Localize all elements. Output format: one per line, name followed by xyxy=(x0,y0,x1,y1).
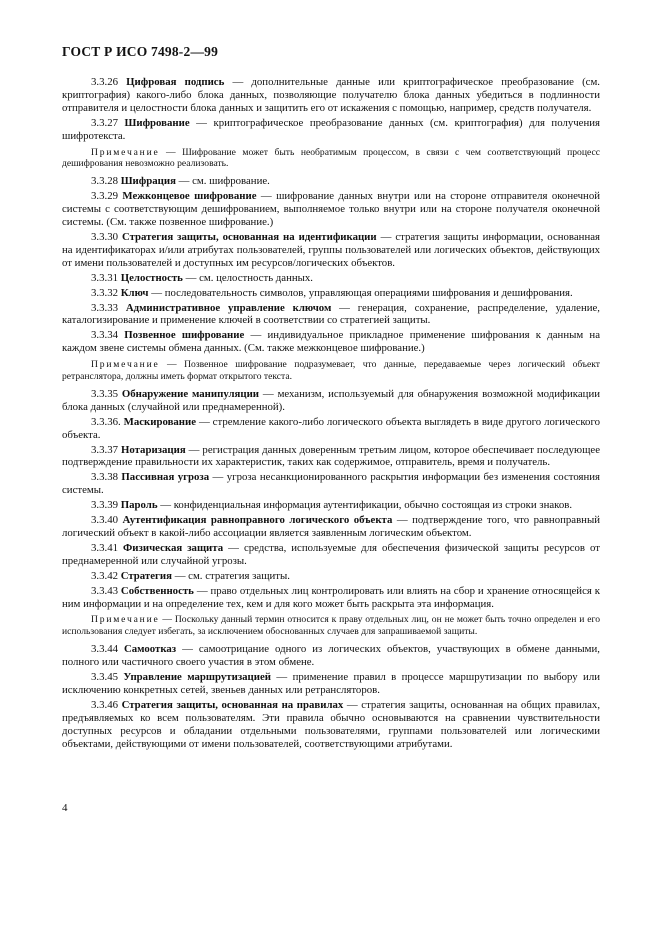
entry-number: 3.3.39 xyxy=(91,499,118,512)
entry-number: 3.3.36. xyxy=(91,415,121,428)
entry-number: 3.3.43 xyxy=(91,584,118,597)
document-body xyxy=(62,76,600,753)
entry-term: Аутентификация равноправного логического объекта xyxy=(122,514,393,527)
entry-definition: — см. целостность данных. xyxy=(185,271,314,284)
entry-term: Пароль xyxy=(120,499,158,512)
note xyxy=(62,147,600,170)
entry-definition: — см. стратегия защиты. xyxy=(174,569,290,582)
entry-term: Шифрация xyxy=(120,175,176,188)
entry-term: Ключ xyxy=(120,286,149,299)
entry-number: 3.3.44 xyxy=(91,643,118,656)
definition-entry xyxy=(62,117,600,143)
definition-entry xyxy=(62,231,600,270)
entry-definition: — механизм, используемый для обнаружения возможной модификации блока данных (случайной или преднамеренной). xyxy=(62,387,601,413)
definition-entry xyxy=(62,190,600,229)
definition-entry xyxy=(62,329,600,355)
entry-term: Шифрование xyxy=(124,116,190,129)
entry-definition: — криптографическое преобразование данных (см. криптография) для получения шифротекста. xyxy=(62,116,600,142)
definition-entry xyxy=(62,585,600,611)
entry-number: 3.3.35 xyxy=(91,387,118,400)
entry-definition: — стратегия защиты информации, основанная на идентификаторах и/или атрибутах пользователей, группы пользователей или логических объектов, действующих от имени пользователей и доступных им ресурсов/логических объектов. xyxy=(62,230,600,269)
definition-entry xyxy=(62,699,600,751)
definition-entry xyxy=(62,287,600,300)
page-header: ГОСТ Р ИСО 7498-2—99 xyxy=(62,44,219,59)
entry-term: Маскирование xyxy=(123,415,197,428)
entry-definition: — угроза несанкционированного раскрытия информации без изменения состояния системы. xyxy=(62,471,601,497)
definition-entry xyxy=(62,514,600,540)
note-text: — Поскольку данный термин относится к праву отдельных лиц, он не может быть точно определен и его использования следует избегать, за исключением обоснованных случаев для запрашиваемой защиты. xyxy=(62,614,600,637)
entry-definition: — дополнительные данные или криптографическое преобразование (см. криптография) какого-либо блока данных, позволяющие получателю блока данных убедиться в подлинности отправителя и целостности блока данных и защитить его от искажения с помощью, например, средств получателя. xyxy=(62,76,601,114)
entry-number: 3.3.32 xyxy=(91,286,118,299)
definition-entry xyxy=(62,76,600,115)
note xyxy=(62,359,600,382)
definition-entry xyxy=(62,388,600,414)
entry-number: 3.3.46 xyxy=(91,698,118,711)
entry-term: Самоотказ xyxy=(123,643,177,656)
note-text: — Позвенное шифрование подразумевает, что данные, передаваемые через логический объект ретранслятора, должны иметь формат открытого текста. xyxy=(62,359,600,382)
entry-term: Управление маршрутизацией xyxy=(123,671,272,684)
entry-definition: — шифрование данных внутри или на стороне отправителя оконечной системы с соответствующим дешифрованием, выполняемое только внутри или на стороне получателя оконечной системы. (См. также позвенное шифрование.) xyxy=(62,190,600,229)
definition-entry xyxy=(62,671,600,697)
entry-term: Стратегия защиты, основанная на правилах xyxy=(121,698,344,711)
entry-number: 3.3.45 xyxy=(91,671,118,684)
entry-number: 3.3.27 xyxy=(91,116,118,129)
entry-definition: — регистрация данных доверенным третьим лицом, которое обеспечивает последующее подтверждение правильности их характеристик, таких как содержимое, отправитель, время и получатель. xyxy=(62,443,601,469)
note xyxy=(62,614,600,637)
entry-number: 3.3.37 xyxy=(91,443,118,456)
entry-definition: — стремление какого-либо логического объекта выглядеть в виде другого логического объекта. xyxy=(62,415,601,441)
entry-definition: — стратегия защиты, основанная на общих правилах, предъявляемых ко всем пользователям. Эти правила обычно основываются на сравнении чувствительности доступных ресурсов и обладании отдельными пользователями, группами пользователей или логическими объектами, действующими от имени пользователей, соответствующими атрибутами. xyxy=(62,698,601,750)
entry-number: 3.3.33 xyxy=(91,301,118,314)
entry-term: Физическая защита xyxy=(123,541,224,554)
entry-term: Стратегия защиты, основанная на идентификации xyxy=(121,230,377,243)
entry-number: 3.3.38 xyxy=(91,471,118,484)
entry-number: 3.3.42 xyxy=(91,569,118,582)
entry-number: 3.3.30 xyxy=(91,230,118,243)
entry-definition: — самоотрицание одного из логических объектов, участвующих в обмене данными, полного или частичного своего участия в этом обмене. xyxy=(62,643,600,669)
entry-definition: — конфиденциальная информация аутентификации, обычно состоящая из строки знаков. xyxy=(160,499,573,512)
entry-term: Собственность xyxy=(120,584,194,597)
entry-number: 3.3.40 xyxy=(91,514,118,527)
entry-definition: — индивидуальное прикладное применение шифрования к данным на каждом звене системы обмена данных. (См. также межконцевое шифрование.) xyxy=(62,329,600,355)
definition-entry xyxy=(62,416,600,442)
note-text: — Шифрование может быть необратимым процессом, в связи с чем соответствующий процесс дешифрования невозможно реализовать. xyxy=(62,146,600,169)
entry-term: Межконцевое шифрование xyxy=(122,190,257,203)
definition-entry xyxy=(62,444,600,470)
entry-definition: — средства, используемые для обеспечения физической защиты ресурсов от преднамеренной или случайной угрозы. xyxy=(62,541,601,567)
entry-term: Нотаризация xyxy=(120,443,186,456)
note-label: Примечание xyxy=(91,146,160,158)
entry-term: Стратегия xyxy=(120,569,172,582)
entry-term: Административное управление ключом xyxy=(125,301,332,314)
entry-number: 3.3.26 xyxy=(91,76,118,88)
note-label: Примечание xyxy=(91,614,160,626)
definition-entry xyxy=(62,643,600,669)
entry-number: 3.3.34 xyxy=(91,329,118,342)
entry-definition: — применение правил в процессе маршрутизации по выбору или исключению конкретных сетей, звеньев данных или ретрансляторов. xyxy=(62,671,600,696)
definition-entry xyxy=(62,272,600,285)
entry-number: 3.3.28 xyxy=(91,175,118,188)
definition-entry xyxy=(62,471,600,497)
page-number: 4 xyxy=(62,802,68,814)
note-label: Примечание xyxy=(91,359,160,371)
entry-term: Позвенное шифрование xyxy=(124,329,245,342)
entry-term: Пассивная угроза xyxy=(121,471,210,484)
entry-term: Цифровая подпись xyxy=(126,76,225,88)
entry-definition: — право отдельных лиц контролировать или влиять на сбор и хранение относящейся к ним информации и на определение тех, кем и для кого может быть раскрыта эта информация. xyxy=(62,584,601,610)
entry-number: 3.3.29 xyxy=(91,190,118,203)
entry-term: Обнаружение манипуляции xyxy=(121,387,260,400)
definition-entry xyxy=(62,175,600,188)
entry-definition: — см. шифрование. xyxy=(178,175,270,188)
entry-number: 3.3.31 xyxy=(91,271,118,284)
definition-entry xyxy=(62,499,600,512)
entry-term: Целостность xyxy=(120,271,183,284)
definition-entry xyxy=(62,302,600,328)
entry-number: 3.3.41 xyxy=(91,541,118,554)
entry-definition: — последовательность символов, управляющая операциями шифрования и дешифрования. xyxy=(151,286,573,299)
entry-definition: — генерация, сохранение, распределение, удаление, каталогизирование и применение ключей в соответствии со стратегией защиты. xyxy=(62,301,601,327)
definition-entry xyxy=(62,570,600,583)
definition-entry xyxy=(62,542,600,568)
entry-definition: — подтверждение того, что равноправный логический объект в какой-либо ассоциации является заявленным логическим объектом. xyxy=(62,514,600,539)
